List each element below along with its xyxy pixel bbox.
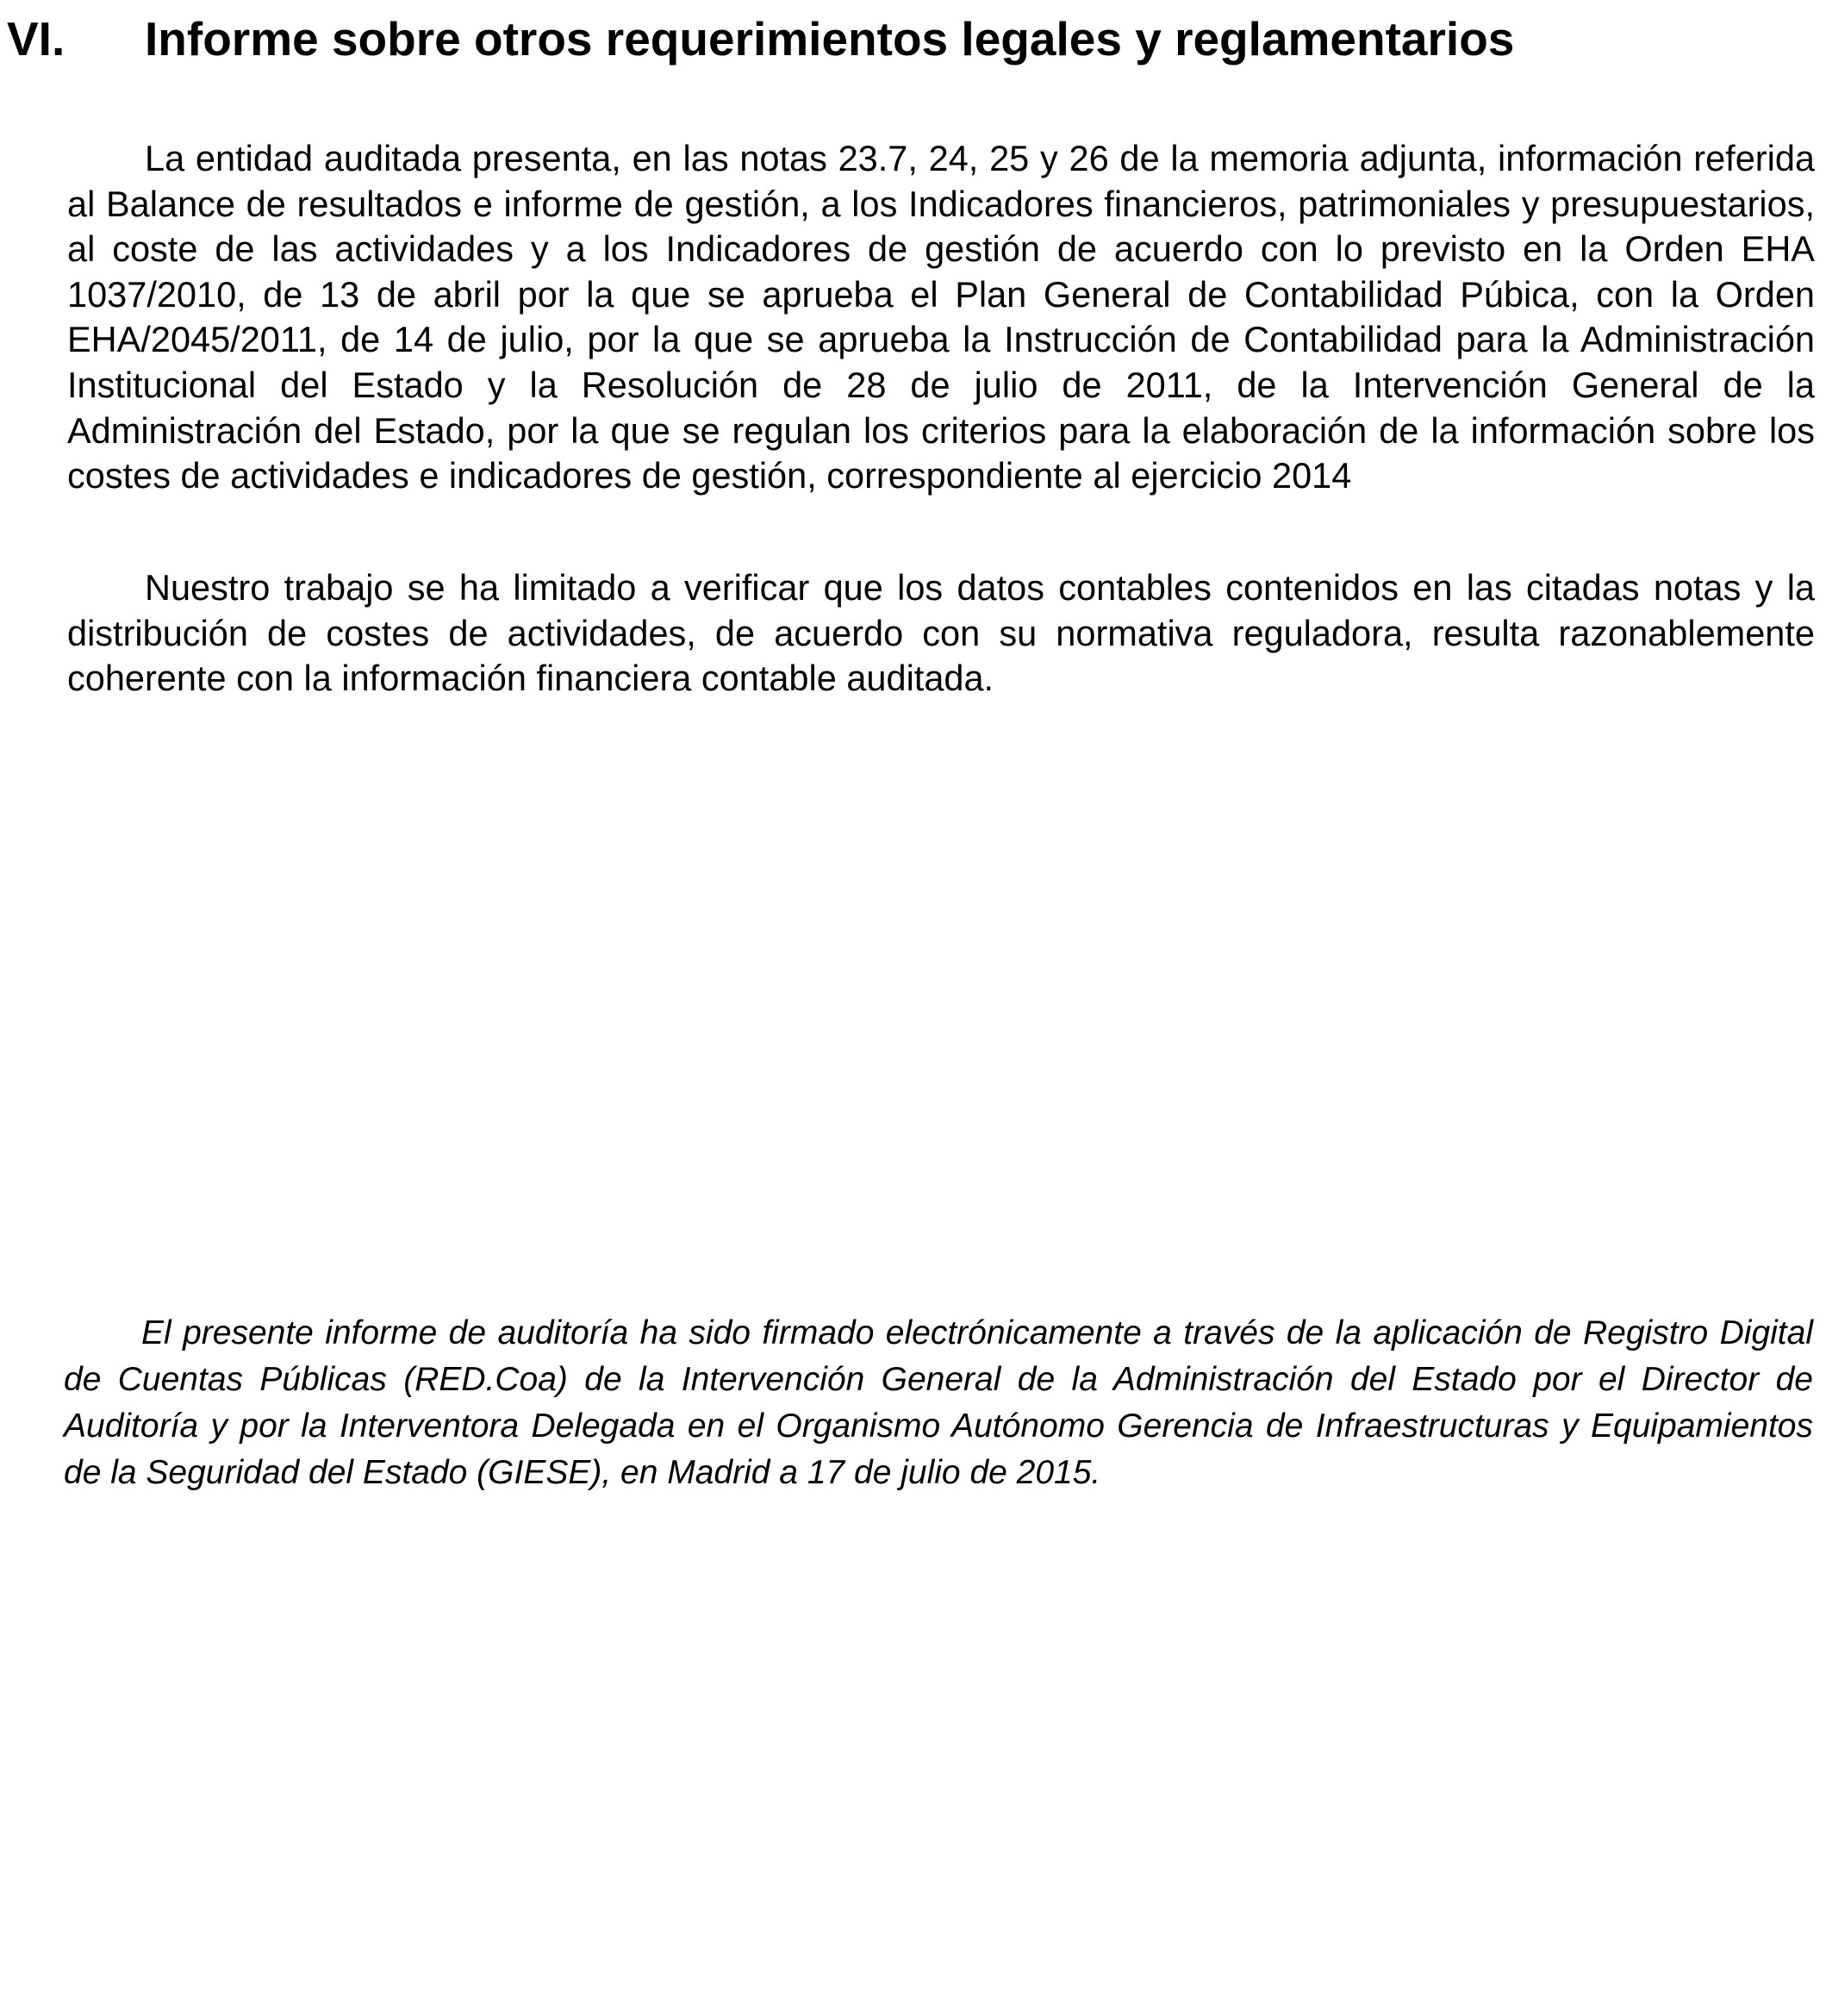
paragraph-information-notes: La entidad auditada presenta, en las notas 23.7, 24, 25 y 26 de la memoria adjunta, información referida al Balance de resultados e informe de gestión, a los Indicadores financieros, patrimoniales y presupuestarios, al coste de las actividades y a los Indicadores de gestión de acuerdo con lo previsto en la Orden EHA 1037/2010, de 13 de abril por la que se aprueba el Plan General de Contabilidad Púbica, con la Orden EHA/2045/2011, de 14 de julio, por la que se aprueba la Instrucción de Contabilidad para la Administración Institucional del Estado y la Resolución de 28 de julio de 2011, de la Intervención General de la Administración del Estado, por la que se regulan los criterios para la elaboración de la información sobre los costes de actividades e indicadores de gestión, correspondiente al ejercicio 2014: [67, 138, 1815, 496]
section-title: Informe sobre otros requerimientos legales y reglamentarios: [145, 12, 1515, 66]
section-heading: [7, 9, 1808, 69]
electronic-signature-note: El presente informe de auditoría ha sido firmado electrónicamente a través de la aplicación de Registro Digital de Cuentas Públicas (RED.Coa) de la Intervención General de la Administración del Estado por el Director de Auditoría y por la Interventora Delegada en el Organismo Autónomo Gerencia de Infraestructuras y Equipamientos de la Seguridad del Estado (GIESE), en Madrid a 17 de julio de 2015.: [64, 1314, 1813, 1491]
paragraph-scope-of-work: Nuestro trabajo se ha limitado a verificar que los datos contables contenidos en las citadas notas y la distribución de costes de actividades, de acuerdo con su normativa reguladora, resulta razonablemente coherente con la información financiera contable auditada.: [67, 567, 1815, 699]
section-number: VI.: [7, 12, 65, 66]
